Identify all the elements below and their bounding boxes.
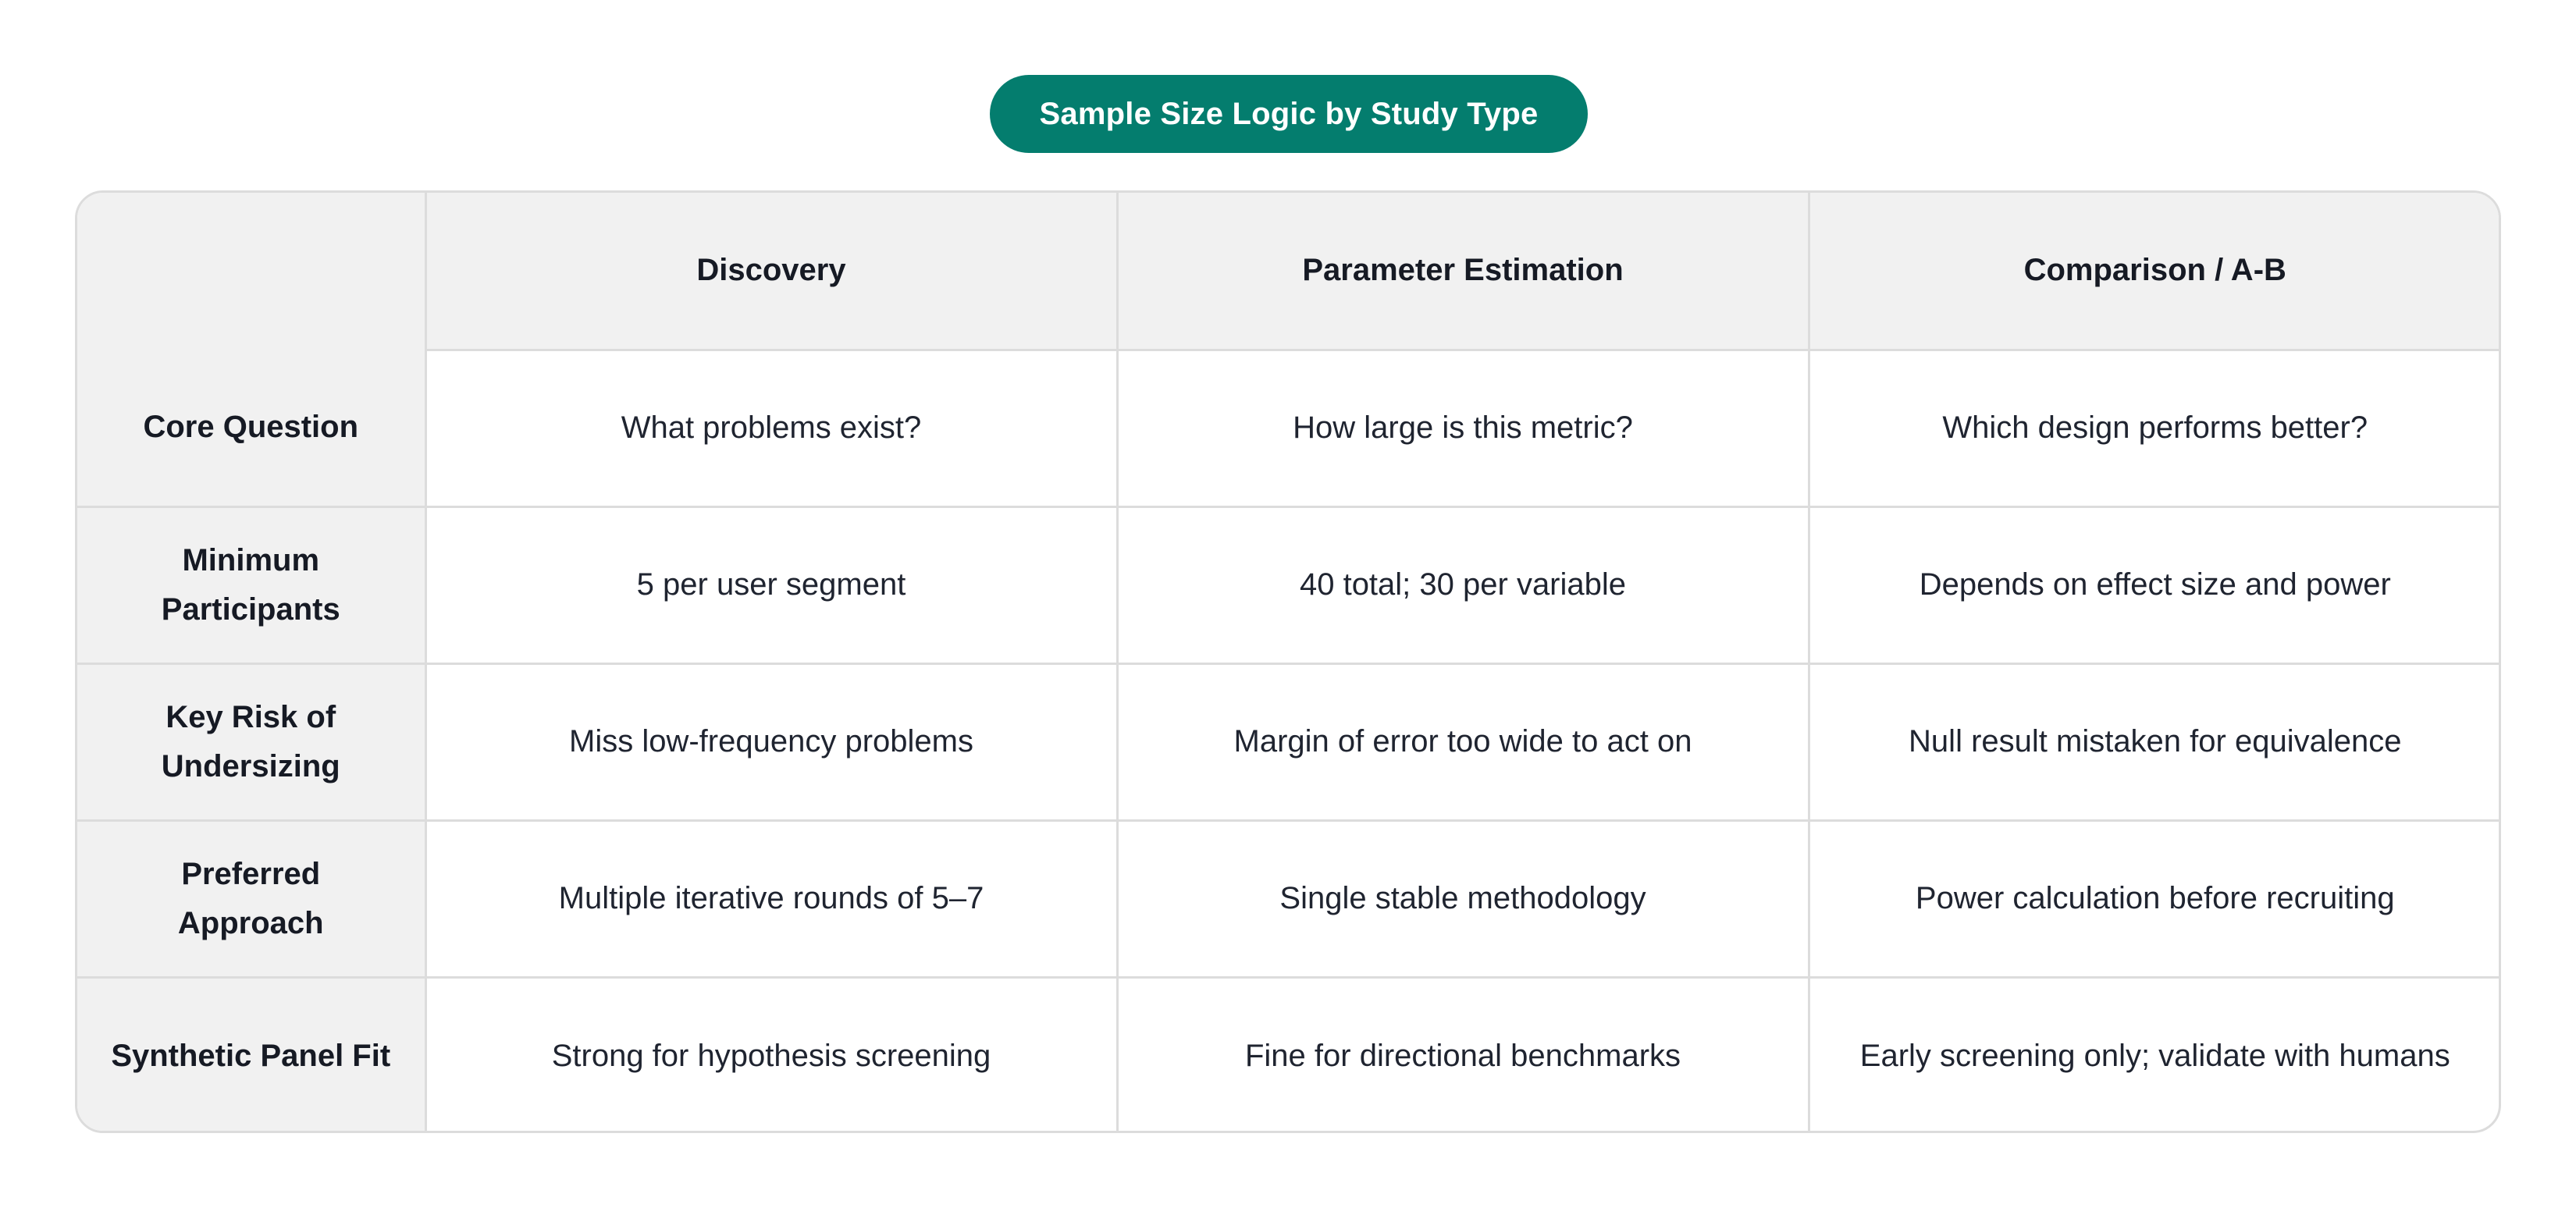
corner-header-cell bbox=[77, 193, 425, 350]
table-cell: Strong for hypothesis screening bbox=[425, 977, 1117, 1133]
table-cell: Which design performs better? bbox=[1809, 350, 2500, 506]
column-header-comparison: Comparison / A-B bbox=[1809, 193, 2500, 350]
table-cell: What problems exist? bbox=[425, 350, 1117, 506]
table-cell: Depends on effect size and power bbox=[1809, 506, 2500, 663]
page-title: Sample Size Logic by Study Type bbox=[990, 75, 1588, 153]
table-cell: Power calculation before recruiting bbox=[1809, 820, 2500, 977]
table-row bbox=[77, 506, 2500, 663]
row-header-preferred-approach: Preferred Approach bbox=[77, 820, 425, 977]
table-cell: 5 per user segment bbox=[425, 506, 1117, 663]
table-header-row bbox=[77, 193, 2500, 350]
column-header-discovery: Discovery bbox=[425, 193, 1117, 350]
table-cell: Single stable methodology bbox=[1117, 820, 1809, 977]
row-header-synthetic-panel-fit: Synthetic Panel Fit bbox=[77, 977, 425, 1133]
column-header-parameter-estimation: Parameter Estimation bbox=[1117, 193, 1809, 350]
table-row bbox=[77, 350, 2500, 506]
row-header-minimum-participants: Minimum Participants bbox=[77, 506, 425, 663]
table-row bbox=[77, 663, 2500, 820]
table-cell: How large is this metric? bbox=[1117, 350, 1809, 506]
table-cell: Miss low-frequency problems bbox=[425, 663, 1117, 820]
table-cell: Margin of error too wide to act on bbox=[1117, 663, 1809, 820]
table-row bbox=[77, 820, 2500, 977]
table-cell: 40 total; 30 per variable bbox=[1117, 506, 1809, 663]
table-cell: Fine for directional benchmarks bbox=[1117, 977, 1809, 1133]
table-cell: Null result mistaken for equivalence bbox=[1809, 663, 2500, 820]
table-cell: Early screening only; validate with humans bbox=[1809, 977, 2500, 1133]
comparison-table bbox=[77, 193, 2500, 1133]
study-type-table bbox=[75, 190, 2501, 1133]
table-row bbox=[77, 977, 2500, 1133]
row-header-key-risk: Key Risk of Undersizing bbox=[77, 663, 425, 820]
table-cell: Multiple iterative rounds of 5–7 bbox=[425, 820, 1117, 977]
row-header-core-question: Core Question bbox=[77, 350, 425, 506]
